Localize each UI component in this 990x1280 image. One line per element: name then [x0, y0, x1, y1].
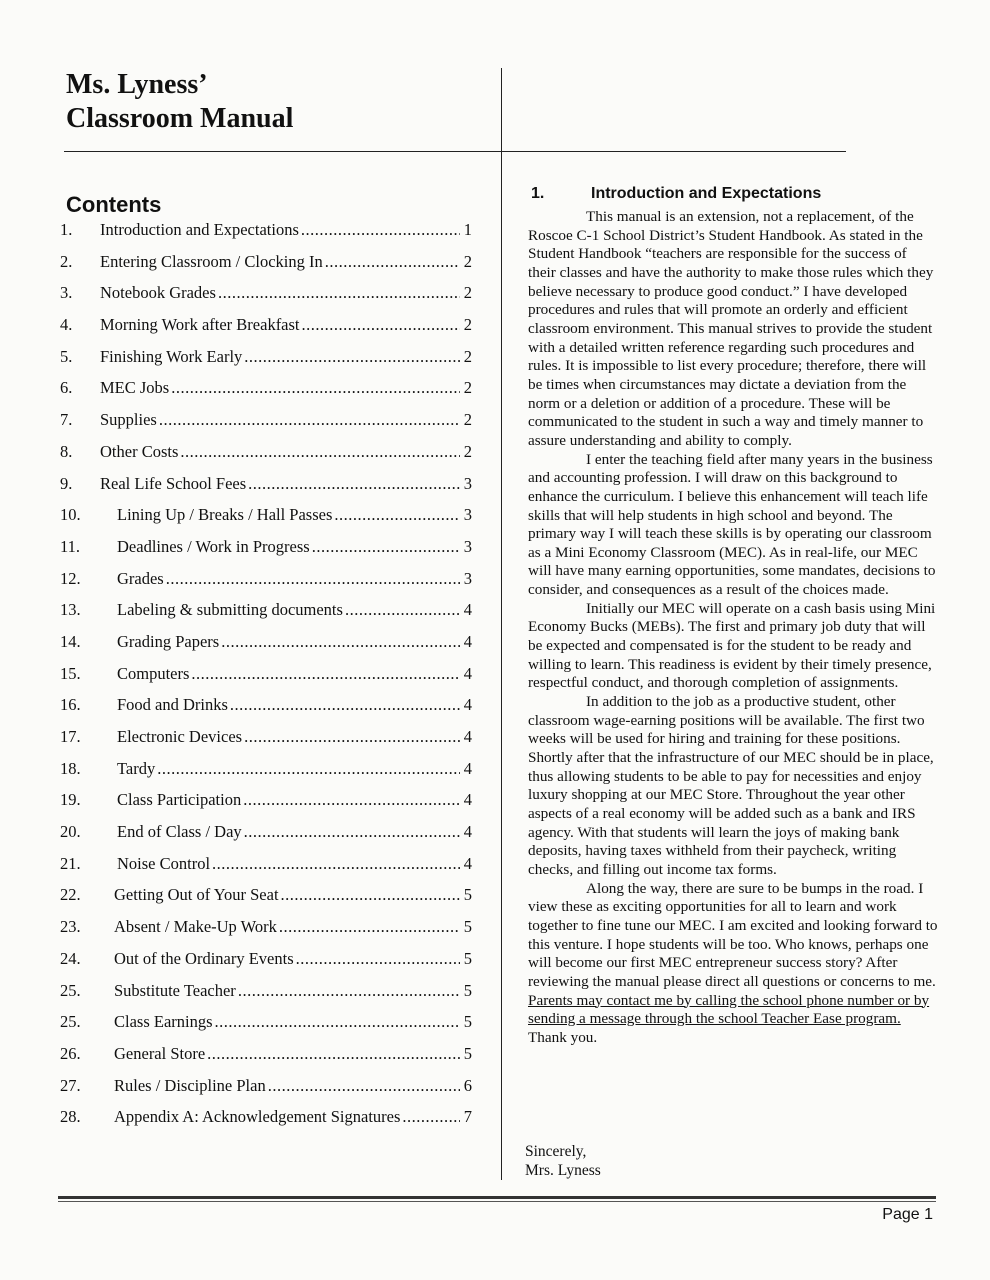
toc-entry — [60, 220, 472, 252]
toc-label: Grading Papers — [117, 631, 220, 651]
paragraph: I enter the teaching field after many years in the business and accounting profession. I will draw on this background to enhance the curriculum. I believe this enhancement will teach life skills that will help students in high school and beyond. The primary way I will teach these skills is by operating our classroom as a Mini Economy Classroom (MEC). As in real-life, our MEC will have many earning opportunities, some mandates, decisions to consider, and consequences as a result of the choices made. — [528, 450, 936, 599]
toc-entry — [60, 347, 472, 379]
toc-leader-dots — [345, 600, 460, 620]
section-body — [528, 208, 938, 1048]
toc-number: 21. — [60, 853, 81, 873]
toc-page: 5 — [463, 1043, 472, 1063]
toc-leader-dots — [244, 347, 460, 367]
toc-label: Tardy — [117, 758, 156, 778]
toc-entry — [60, 378, 472, 410]
toc-page: 4 — [463, 758, 472, 778]
toc-entry — [60, 600, 472, 632]
toc-page: 2 — [463, 315, 472, 335]
toc-leader-dots — [302, 315, 460, 335]
toc-page: 2 — [463, 346, 472, 366]
toc-leader-dots — [171, 378, 460, 398]
parent-contact-note: Parents may contact me by calling the school phone number or by sending a message through the school Teacher Ease program. — [528, 991, 930, 1028]
toc-page: 6 — [463, 1075, 472, 1095]
toc-number: 17. — [60, 727, 81, 746]
toc-number: 2. — [60, 251, 73, 271]
toc-entry — [60, 632, 472, 664]
toc-leader-dots — [301, 220, 460, 240]
toc-page: 4 — [463, 822, 472, 842]
toc-leader-dots — [218, 283, 460, 303]
toc-page: 4 — [463, 790, 472, 810]
toc-number: 24. — [60, 948, 81, 968]
footer-rule — [58, 1196, 936, 1199]
section-heading — [531, 185, 821, 203]
toc-label: Class Participation — [117, 790, 242, 810]
toc-label: Finishing Work Early — [100, 346, 243, 366]
toc-leader-dots — [215, 1012, 460, 1032]
footer-rule-thin — [58, 1201, 936, 1202]
toc-leader-dots — [312, 537, 460, 557]
toc-label: Absent / Make-Up Work — [114, 917, 277, 937]
toc-entry — [60, 664, 472, 696]
toc-label: Notebook Grades — [100, 283, 216, 303]
toc-entry — [60, 854, 472, 886]
toc-leader-dots — [159, 410, 460, 430]
page-number: Page 1 — [882, 1206, 933, 1223]
toc-page: 4 — [463, 663, 472, 683]
toc-leader-dots — [325, 252, 460, 272]
toc-label: Food and Drinks — [117, 695, 228, 715]
toc-entry — [60, 727, 472, 759]
toc-entry — [60, 885, 472, 917]
toc-label: Out of the Ordinary Events — [114, 948, 294, 968]
toc-number: 20. — [60, 822, 81, 842]
toc-label: Entering Classroom / Clocking In — [100, 251, 323, 271]
toc-leader-dots — [268, 1076, 460, 1096]
toc-leader-dots — [402, 1107, 460, 1127]
toc-label: Supplies — [100, 410, 157, 430]
section-title: Introduction and Expectations — [591, 185, 822, 202]
toc-page: 2 — [463, 251, 472, 271]
toc-label: Labeling & submitting documents — [117, 600, 343, 620]
toc-entry — [60, 505, 472, 537]
toc-label: Lining Up / Breaks / Hall Passes — [117, 505, 333, 525]
paragraph: Initially our MEC will operate on a cash basis using Mini Economy Bucks (MEBs). The first and primary job duty that will be expected and compensated is for the student to be ready and willing to learn. This readiness is evident by their timely presence, respectful conduct, and thorough completion of assignments. — [528, 599, 936, 692]
paragraph-text: Along the way, there are sure to be bumps in the road. I view these as exciting opportunities for all to learn and work together to fine tune our MEC. I am excited and looking forward to this venture. I hope students will be too. Who knows, perhaps one will become our first MEC entrepreneur success story? After reviewing the manual please direct all questions or concerns to me. — [528, 879, 938, 990]
toc-number: 8. — [60, 441, 73, 461]
toc-page: 2 — [463, 378, 472, 398]
toc-label: End of Class / Day — [117, 822, 242, 842]
signature-name: Mrs. Lyness — [525, 1162, 601, 1179]
toc-leader-dots — [180, 442, 460, 462]
toc-label: Substitute Teacher — [114, 980, 236, 1000]
paragraph: In addition to the job as a productive student, other classroom wage-earning positions will be available. The first two weeks will be used for hiring and training for these positions. Shortly after that the infrastructure of our MEC should be in place, thus allowing students to be able to pay for necessities and enjoy luxury shopping at our MEC Store. Throughout the year other aspects of a real economy will be added such as a bank and IRS agency. With that students will learn the joys of making bank deposits, having taxes withheld from their paycheck, writing checks, and filling out income tax forms. — [528, 693, 934, 878]
toc-entry — [60, 695, 472, 727]
toc-label: Deadlines / Work in Progress — [117, 536, 310, 556]
toc-leader-dots — [244, 822, 460, 842]
paragraph-closing — [528, 880, 938, 1048]
toc-number: 16. — [60, 695, 81, 715]
toc-entry — [60, 569, 472, 601]
toc-label: Morning Work after Breakfast — [100, 315, 300, 335]
toc-number: 15. — [60, 663, 81, 683]
toc-leader-dots — [238, 981, 460, 1001]
toc-number: 26. — [60, 1043, 81, 1063]
toc-leader-dots — [296, 949, 460, 969]
toc-label: Appendix A: Acknowledgement Signatures — [114, 1107, 401, 1127]
toc-page: 4 — [463, 600, 472, 620]
toc-entry — [60, 1012, 472, 1044]
toc-page: 3 — [463, 568, 472, 588]
toc-page: 5 — [463, 885, 472, 905]
toc-label: Getting Out of Your Seat — [114, 885, 279, 905]
toc-label: Introduction and Expectations — [100, 220, 299, 239]
toc-page: 2 — [463, 283, 472, 303]
toc-page: 7 — [463, 1107, 472, 1127]
toc-entry — [60, 949, 472, 981]
toc-number: 25. — [60, 1012, 81, 1032]
signature-block — [525, 1142, 601, 1180]
toc-number: 12. — [60, 568, 81, 588]
table-of-contents — [60, 220, 472, 1139]
toc-leader-dots — [166, 569, 460, 589]
toc-number: 25. — [60, 980, 81, 1000]
column-divider — [501, 68, 502, 1180]
document-title — [66, 68, 293, 136]
toc-entry — [60, 442, 472, 474]
toc-leader-dots — [157, 759, 460, 779]
toc-label: MEC Jobs — [100, 378, 170, 398]
toc-number: 4. — [60, 315, 73, 335]
toc-entry — [60, 410, 472, 442]
toc-page: 4 — [463, 695, 472, 715]
toc-label: Computers — [117, 663, 190, 683]
toc-entry — [60, 315, 472, 347]
toc-entry — [60, 283, 472, 315]
toc-label: Rules / Discipline Plan — [114, 1075, 266, 1095]
toc-label: Electronic Devices — [117, 727, 243, 746]
toc-number: 23. — [60, 917, 81, 937]
toc-leader-dots — [207, 1044, 460, 1064]
toc-page: 5 — [463, 1012, 472, 1032]
toc-entry — [60, 1076, 472, 1108]
toc-label: Other Costs — [100, 441, 179, 461]
toc-number: 7. — [60, 410, 73, 430]
toc-leader-dots — [243, 790, 460, 810]
toc-page: 3 — [463, 505, 472, 525]
toc-page: 5 — [463, 917, 472, 937]
toc-number: 27. — [60, 1075, 81, 1095]
toc-leader-dots — [212, 854, 460, 874]
toc-page: 2 — [463, 410, 472, 430]
toc-page: 5 — [463, 980, 472, 1000]
toc-leader-dots — [334, 505, 460, 525]
toc-leader-dots — [244, 727, 460, 747]
toc-number: 14. — [60, 631, 81, 651]
toc-label: Noise Control — [117, 853, 211, 873]
toc-leader-dots — [191, 664, 460, 684]
toc-entry — [60, 822, 472, 854]
toc-entry — [60, 1107, 472, 1139]
toc-page: 2 — [463, 441, 472, 461]
title-line-2: Classroom Manual — [66, 103, 294, 134]
header-divider — [64, 151, 846, 152]
toc-number: 10. — [60, 505, 81, 525]
section-number: 1. — [531, 185, 545, 202]
closing-text: Sincerely, — [525, 1143, 587, 1160]
toc-page: 3 — [463, 536, 472, 556]
toc-entry — [60, 790, 472, 822]
toc-page: 5 — [463, 948, 472, 968]
toc-page: 4 — [463, 853, 472, 873]
toc-entry — [60, 252, 472, 284]
toc-leader-dots — [221, 632, 460, 652]
toc-page: 3 — [463, 473, 472, 493]
toc-page: 1 — [463, 220, 472, 239]
toc-number: 1. — [60, 220, 73, 239]
title-line-1: Ms. Lyness’ — [66, 69, 208, 100]
toc-number: 22. — [60, 885, 81, 905]
toc-number: 19. — [60, 790, 81, 810]
toc-entry — [60, 537, 472, 569]
toc-number: 13. — [60, 600, 81, 620]
toc-number: 28. — [60, 1107, 81, 1127]
contents-heading: Contents — [66, 192, 162, 217]
paragraph: This manual is an extension, not a replacement, of the Roscoe C-1 School District’s Student Handbook. As stated in the Student Handbook “teachers are responsible for the success of their classes and have the authority to make those rules which they believe necessary to produce good conduct.” I have developed procedures and rules that will promote an orderly and efficient classroom environment. This manual strives to provide the student with a detailed written reference regarding such procedures and rules. It is impossible to list every procedure; therefore, there will be times when circumstances may dictate a deviation from the norm or a deletion or addition of a procedure. These will be communicated to the student in such a way and timely manner to assure understanding and ability to comply. — [528, 208, 934, 449]
toc-entry — [60, 474, 472, 506]
toc-number: 5. — [60, 346, 73, 366]
thank-you-text: Thank you. — [528, 1028, 598, 1046]
toc-leader-dots — [279, 917, 460, 937]
toc-entry — [60, 1044, 472, 1076]
toc-leader-dots — [230, 695, 460, 715]
toc-entry — [60, 981, 472, 1013]
toc-label: General Store — [114, 1043, 206, 1063]
toc-leader-dots — [281, 885, 460, 905]
toc-label: Real Life School Fees — [100, 473, 247, 493]
toc-leader-dots — [248, 474, 460, 494]
toc-label: Grades — [117, 568, 164, 588]
toc-entry — [60, 917, 472, 949]
toc-label: Class Earnings — [114, 1012, 213, 1032]
toc-page: 4 — [463, 631, 472, 651]
toc-number: 11. — [60, 536, 81, 556]
toc-page: 4 — [463, 727, 472, 746]
toc-number: 3. — [60, 283, 73, 303]
toc-number: 9. — [60, 473, 73, 493]
toc-number: 18. — [60, 758, 81, 778]
toc-entry — [60, 759, 472, 791]
toc-number: 6. — [60, 378, 73, 398]
